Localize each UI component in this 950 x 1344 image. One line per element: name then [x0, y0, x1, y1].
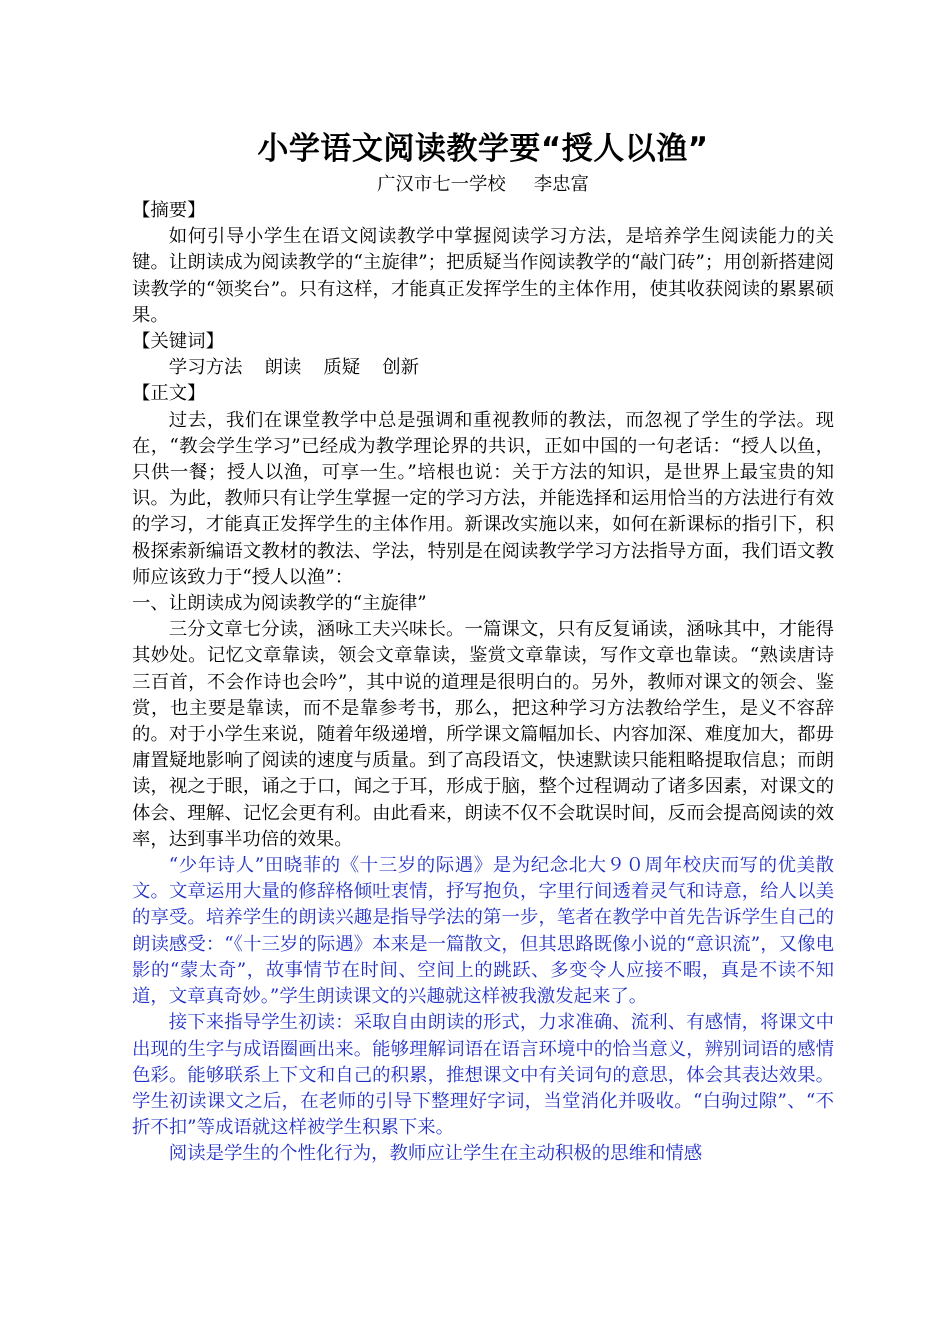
body-label: 【正文】	[132, 383, 206, 405]
abstract-text: 如何引导小学生在语文阅读教学中掌握阅读学习方法，是培养学生阅读能力的关键。让朗读成为阅读教学的“主旋律”；把质疑当作阅读教学的“敲门砖”；用创新搭建阅读教学的“领奖台”。只有这样，才能真正发挥学生的主体作用，使其收获阅读的累累硕果。	[132, 226, 834, 326]
keyword-item: 创新	[382, 357, 419, 379]
keywords-list	[132, 355, 834, 381]
body-intro-paragraph: 过去，我们在课堂教学中总是强调和重视教师的教法，而忽视了学生的学法。现在，“教会学生学习”已经成为教学理论界的共识，正如中国的一句老话：“授人以鱼，只供一餐；授人以渔，可享一生。”培根也说：关于方法的知识，是世界上最宝贵的知识。为此，教师只有让学生掌握一定的学习方法，并能选择和运用恰当的方法进行有效的学习，才能真正发挥学生的主体作用。新课改实施以来，如何在新课标的指引下，积极探索新编语文教材的教法、学法，特别是在阅读教学学习方法指导方面，我们语文教师应该致力于“授人以渔”：	[132, 409, 834, 588]
document-page	[132, 128, 834, 1168]
section1-paragraph-3: 接下来指导学生初读：采取自由朗读的形式，力求准确、流利、有感情，将课文中出现的生字与成语圈画出来。能够理解词语在语言环境中的恰当意义，辨别词语的感情色彩。能够联系上下文和自己的积累，推想课文中有关词句的意思，体会其表达效果。学生初读课文之后，在老师的引导下整理好字词，当堂消化并吸收。“白驹过隙”、“不折不扣”等成语就这样被学生积累下来。	[132, 1012, 834, 1139]
keyword-item: 质疑	[323, 357, 361, 379]
author-school: 广汉市七一学校	[377, 174, 506, 195]
section1-paragraph-2: “少年诗人”田晓菲的《十三岁的际遇》是为纪念北大９０周年校庆而写的优美散文。文章运用大量的修辞格倾吐衷情，抒写抱负，字里行间透着灵气和诗意，给人以美的享受。培养学生的朗读兴趣是指导学法的第一步，笔者在教学中首先告诉学生自己的朗读感受：“《十三岁的际遇》本来是一篇散文，但其思路既像小说的“意识流”，又像电影的“蒙太奇”，故事情节在时间、空间上的跳跃、多变令人应接不暇，真是不读不知道，文章真奇妙。”学生朗读课文的兴趣就这样被我激发起来了。	[132, 855, 834, 1008]
abstract-label: 【摘要】	[132, 200, 206, 221]
keyword-item: 朗读	[264, 357, 302, 379]
keyword-item: 学习方法	[168, 357, 243, 379]
author-name: 李忠富	[533, 174, 589, 195]
author-line	[132, 172, 834, 198]
document-title: 小学语文阅读教学要“授人以渔”	[257, 131, 709, 167]
keywords-label: 【关键词】	[132, 331, 224, 353]
section1-paragraph-4: 阅读是学生的个性化行为，教师应让学生在主动积极的思维和情感	[168, 1143, 703, 1165]
section-heading-1: 一、让朗读成为阅读教学的“主旋律”	[132, 593, 427, 615]
section1-paragraph-1: 三分文章七分读，涵咏工夫兴味长。一篇课文，只有反复诵读，涵咏其中，才能得其妙处。记忆文章靠读，领会文章靠读，鉴赏文章靠读，写作文章也靠读。“熟读唐诗三百首，不会作诗也会吟”，其中说的道理是很明白的。另外，教师对课文的领会、鉴赏，也主要是靠读，而不是靠参考书，那么，把这种学习方法教给学生，是义不容辞的。对于小学生来说，随着年级递增，所学课文篇幅加长、内容加深、难度加大，都毋庸置疑地影响了阅读的速度与质量。到了高段语文，快速默读只能粗略提取信息；而朗读，视之于眼，诵之于口，闻之于耳，形成于脑，整个过程调动了诸多因素，对课文的体会、理解、记忆会更有利。由此看来，朗读不仅不会耽误时间，反而会提高阅读的效率，达到事半功倍的效果。	[132, 619, 834, 850]
